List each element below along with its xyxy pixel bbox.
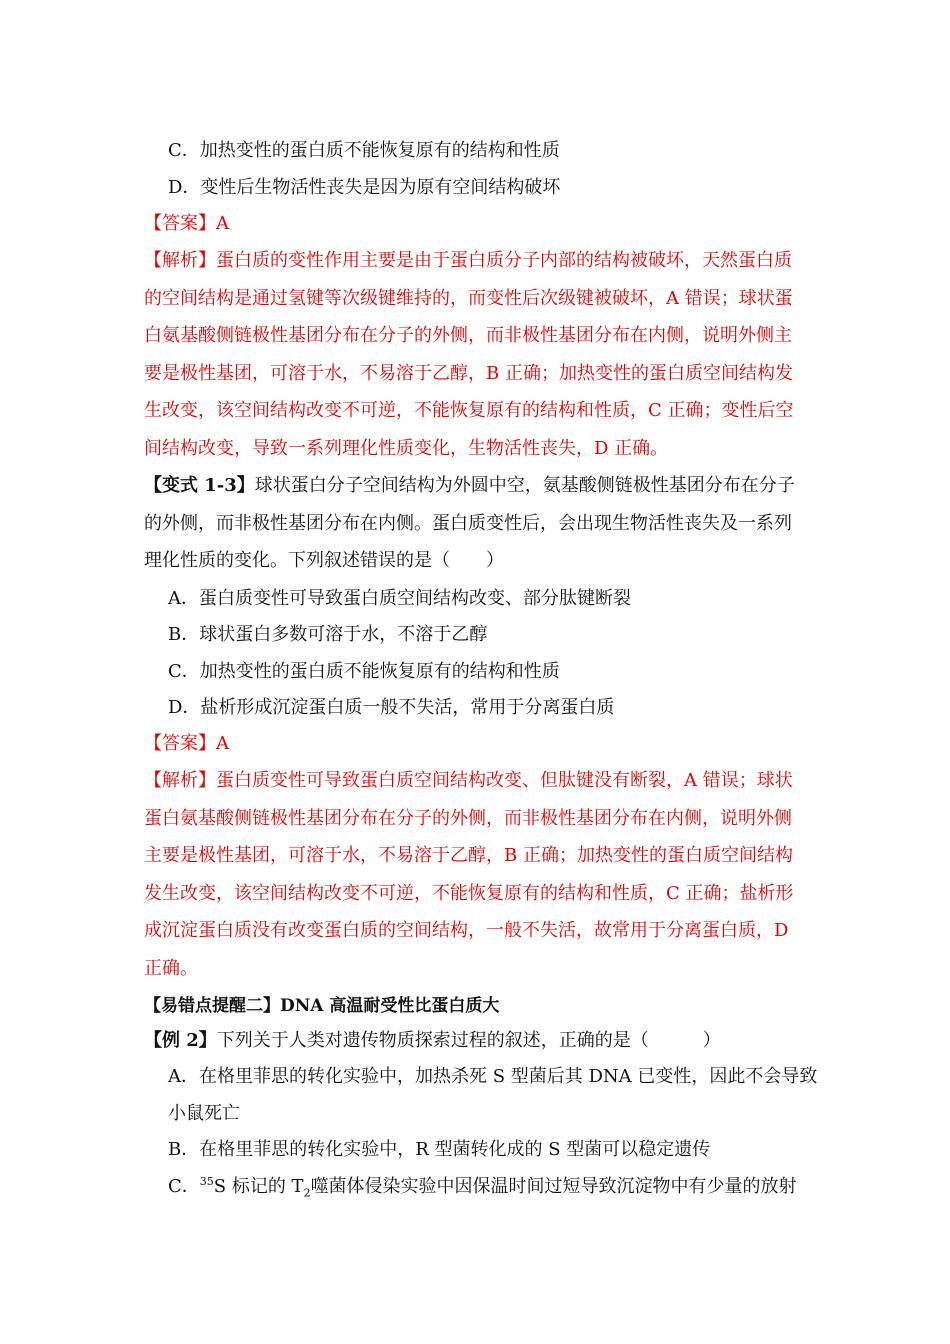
variant-stem-line-2: 的外侧，而非极性基团分布在内侧。蛋白质变性后，会出现生物活性丧失及一系列 <box>144 513 792 534</box>
q1-analysis-line-2: 的空间结构是通过氢键等次级键维持的，而变性后次级键被破坏，A 错误；球状蛋 <box>144 288 793 309</box>
q1-analysis-line-6: 间结构改变，导致一系列理化性质变化，生物活性丧失，D 正确。 <box>144 438 669 459</box>
variant-analysis-line-3: 主要是极性基团，可溶于水，不易溶于乙醇，B 正确；加热变性的蛋白质空间结构 <box>144 845 793 866</box>
variant-option-b: B．球状蛋白多数可溶于水，不溶于乙醇 <box>168 624 488 645</box>
variant-answer <box>144 732 229 756</box>
q1-option-d: D．变性后生物活性丧失是因为原有空间结构破坏 <box>168 177 561 198</box>
analysis-tag: 【解析】 <box>144 770 216 791</box>
q1-analysis-line-3: 白氨基酸侧链极性基团分布在分子的外侧，而非极性基团分布在内侧，说明外侧主 <box>144 325 792 346</box>
phage-subscript: 2 <box>303 1186 311 1200</box>
answer-tag: 【答案】 <box>144 733 216 754</box>
variant-stem-line-3: 理化性质的变化。下列叙述错误的是（ ） <box>144 550 504 571</box>
example2-stem-text: 下列关于人类对遗传物质探索过程的叙述，正确的是（ ） <box>216 1030 721 1051</box>
example2-option-a-line-2: 小鼠死亡 <box>168 1103 240 1124</box>
variant-stem-text: 球状蛋白分子空间结构为外圆中空，氨基酸侧链极性基团分布在分子 <box>254 475 795 496</box>
example2-tag: 【例 2】 <box>144 1030 217 1051</box>
analysis-text: 蛋白质变性可导致蛋白质空间结构改变、但肽键没有断裂，A 错误；球状 <box>216 770 793 791</box>
answer-value: A <box>216 213 229 234</box>
example2-option-a-line-1: A．在格里菲思的转化实验中，加热杀死 S 型菌后其 DNA 已变性，因此不会导致 <box>168 1066 818 1087</box>
variant-analysis-line-2: 蛋白氨基酸侧链极性基团分布在分子的外侧，而非极性基团分布在内侧，说明外侧 <box>144 808 792 829</box>
q1-answer <box>144 212 229 236</box>
isotope-superscript: 35 <box>199 1175 214 1188</box>
variant-analysis-line-4: 发生改变，该空间结构改变不可逆，不能恢复原有的结构和性质，C 正确；盐析形 <box>144 883 794 904</box>
option-text: S 标记的 T <box>213 1176 304 1197</box>
example2-option-b: B．在格里菲思的转化实验中，R 型菌转化成的 S 型菌可以稳定遗传 <box>168 1139 711 1160</box>
q1-analysis-line-4: 要是极性基团，可溶于水，不易溶于乙醇，B 正确；加热变性的蛋白质空间结构发 <box>144 363 793 384</box>
q1-analysis-line-1 <box>144 249 792 273</box>
variant-tag: 【变式 1-3】 <box>144 475 255 496</box>
variant-analysis-line-5: 成沉淀蛋白质没有改变蛋白质的空间结构，一般不失活，故常用于分离蛋白质，D <box>144 920 789 941</box>
answer-value: A <box>216 733 229 754</box>
analysis-text: 蛋白质的变性作用主要是由于蛋白质分子内部的结构被破坏，天然蛋白质 <box>216 250 792 271</box>
example2-option-c <box>168 1175 797 1199</box>
analysis-tag: 【解析】 <box>144 250 216 271</box>
option-text-rest: 噬菌体侵染实验中因保温时间过短导致沉淀物中有少量的放射 <box>310 1176 797 1197</box>
variant-analysis-line-6: 正确。 <box>144 958 198 979</box>
answer-tag: 【答案】 <box>144 213 216 234</box>
q1-analysis-line-5: 生改变，该空间结构改变不可逆，不能恢复原有的结构和性质，C 正确；变性后空 <box>144 400 794 421</box>
option-letter: C． <box>168 1176 200 1197</box>
variant-stem-line-1 <box>144 474 795 498</box>
example2-stem <box>144 1029 721 1053</box>
tip-heading: 【易错点提醒二】DNA 高温耐受性比蛋白质大 <box>144 996 500 1016</box>
variant-option-d: D．盐析形成沉淀蛋白质一般不失活，常用于分离蛋白质 <box>168 697 615 718</box>
variant-option-c: C．加热变性的蛋白质不能恢复原有的结构和性质 <box>168 661 560 682</box>
q1-option-c: C．加热变性的蛋白质不能恢复原有的结构和性质 <box>168 140 560 161</box>
variant-analysis-line-1 <box>144 769 793 793</box>
variant-option-a: A．蛋白质变性可导致蛋白质空间结构改变、部分肽键断裂 <box>168 588 631 609</box>
